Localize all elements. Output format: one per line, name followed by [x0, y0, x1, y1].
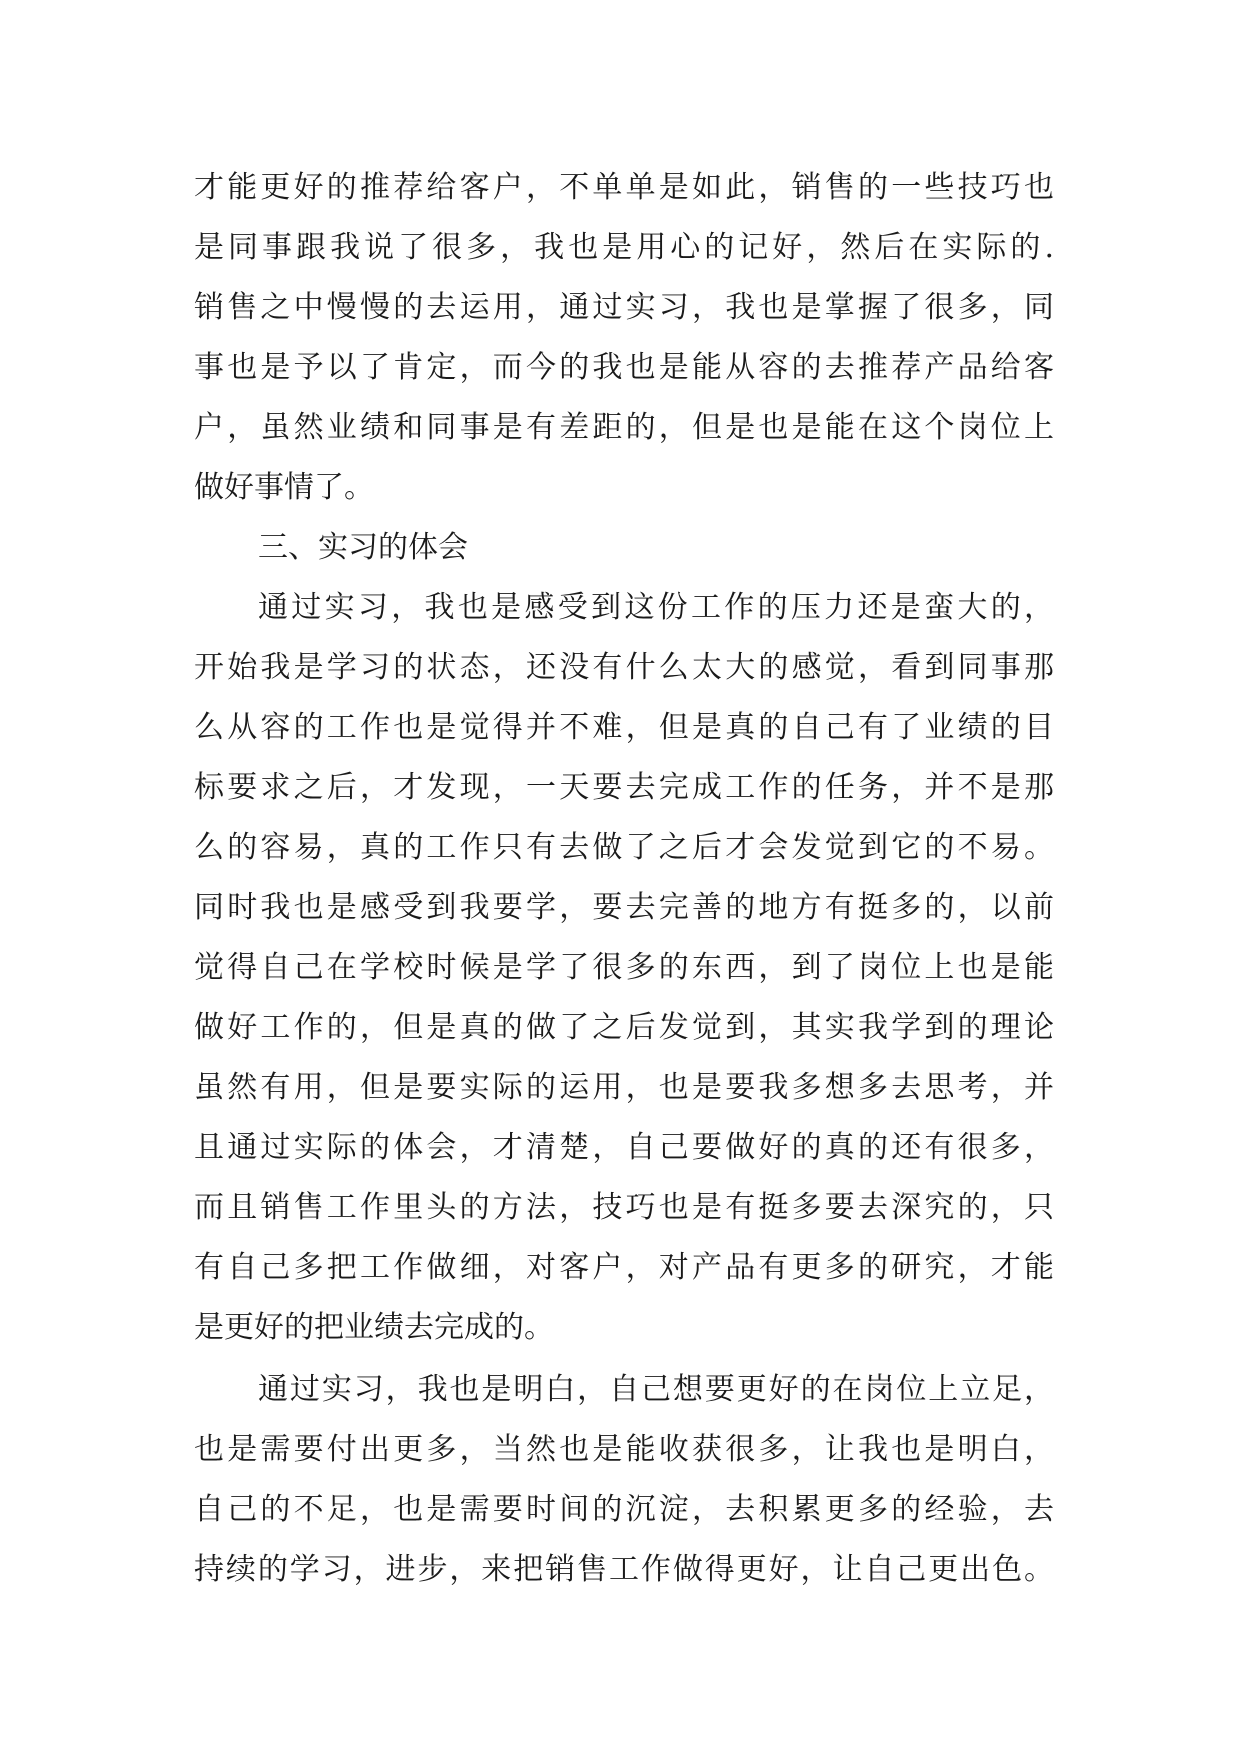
text-line: 么的容易，真的工作只有去做了之后才会发觉到它的不易。: [194, 830, 1054, 865]
text-line: 也是需要付出更多，当然也是能收获很多，让我也是明白，: [194, 1432, 1054, 1467]
text-line: 而且销售工作里头的方法，技巧也是有挺多要去深究的，只: [194, 1190, 1054, 1225]
text-line: 有自己多把工作做细，对客户，对产品有更多的研究，才能: [194, 1250, 1054, 1285]
text-line: 同时我也是感受到我要学，要去完善的地方有挺多的，以前: [194, 890, 1054, 925]
text-line: 才能更好的推荐给客户，不单单是如此，销售的一些技巧也: [194, 170, 1054, 205]
text-line: 通过实习，我也是明白，自己想要更好的在岗位上立足，: [258, 1372, 1054, 1407]
text-line: 通过实习，我也是感受到这份工作的压力还是蛮大的，: [258, 590, 1054, 625]
text-line: 标要求之后，才发现，一天要去完成工作的任务，并不是那: [194, 770, 1054, 805]
text-line: 销售之中慢慢的去运用，通过实习，我也是掌握了很多，同: [194, 290, 1054, 325]
text-line: 自己的不足，也是需要时间的沉淀，去积累更多的经验，去: [194, 1492, 1054, 1527]
paragraph-2: [194, 578, 1054, 1358]
text-line: 是同事跟我说了很多，我也是用心的记好，然后在实际的.: [194, 230, 1054, 265]
paragraph-3: [194, 1360, 1054, 1600]
document-body: [194, 158, 1054, 1600]
text-line: 么从容的工作也是觉得并不难，但是真的自己有了业绩的目: [194, 710, 1054, 745]
text-line: 虽然有用，但是要实际的运用，也是要我多想多去思考，并: [194, 1070, 1054, 1105]
text-line: 是更好的把业绩去完成的。: [194, 1310, 554, 1345]
text-line: 事也是予以了肯定，而今的我也是能从容的去推荐产品给客: [194, 350, 1054, 385]
paragraph-1: [194, 158, 1054, 518]
text-line: 持续的学习，进步，来把销售工作做得更好，让自己更出色。: [194, 1552, 1054, 1587]
text-line: 觉得自己在学校时候是学了很多的东西，到了岗位上也是能: [194, 950, 1054, 985]
text-line: 户，虽然业绩和同事是有差距的，但是也是能在这个岗位上: [194, 410, 1054, 445]
text-line: 做好事情了。: [194, 470, 374, 505]
text-line: 且通过实际的体会，才清楚，自己要做好的真的还有很多，: [194, 1130, 1054, 1165]
text-line: 做好工作的，但是真的做了之后发觉到，其实我学到的理论: [194, 1010, 1054, 1045]
text-line: 开始我是学习的状态，还没有什么太大的感觉，看到同事那: [194, 650, 1054, 685]
section-heading: 三、实习的体会: [258, 530, 468, 565]
